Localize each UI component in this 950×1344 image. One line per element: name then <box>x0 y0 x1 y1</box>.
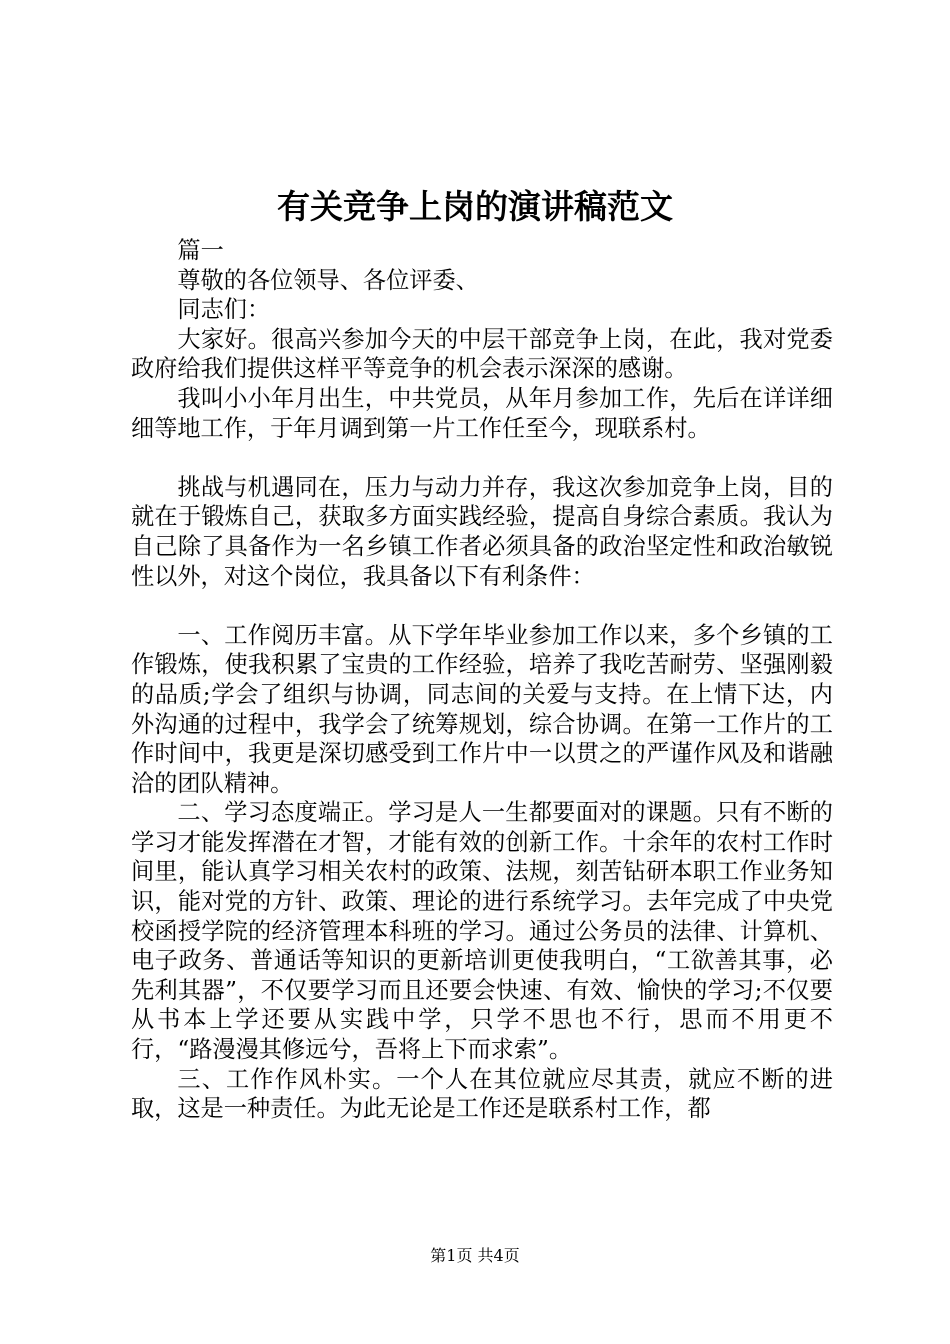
page-number-footer: 第1页 共4页 <box>430 1246 520 1265</box>
document-body <box>131 236 833 1124</box>
paragraph-motivation: 挑战与机遇同在，压力与动力并存，我这次参加竞争上岗，目的就在于锻炼自己，获取多方面实践经验，提高自身综合素质。我认为自己除了具备作为一名乡镇工作者必须具备的政治坚定性和政治敏锐性以外，对这个岗位，我具备以下有利条件： <box>131 473 833 590</box>
paragraph-introduction: 我叫小小年月出生，中共党员，从年月参加工作，先后在详详细细等地工作，于年月调到第一片工作任至今，现联系村。 <box>131 384 833 442</box>
section-label: 篇一 <box>177 237 224 264</box>
paragraph-spacer <box>131 591 833 621</box>
paragraph-greeting: 大家好。很高兴参加今天的中层干部竞争上岗，在此，我对党委政府给我们提供这样平等竞争的机会表示深深的感谢。 <box>131 325 833 383</box>
salutation-line: 尊敬的各位领导、各位评委、 <box>177 266 479 294</box>
document-title: 有关竞争上岗的演讲稿范文 <box>277 187 673 226</box>
paragraph-point-two: 二、学习态度端正。学习是人一生都要面对的课题。只有不断的学习才能发挥潜在才智，才能有效的创新工作。十余年的农村工作时间里，能认真学习相关农村的政策、法规，刻苦钻研本职工作业务知识，能对党的方针、政策、理论的进行系统学习。去年完成了中央党校函授学院的经济管理本科班的学习。通过公务员的法律、计算机、电子政务、普通话等知识的更新培训更使我明白，“工欲善其事，必先利其器”，不仅要学习而且还要会快速、有效、愉快的学习;不仅要从书本上学还要从实践中学，只学不思也不行，思而不用更不行，“路漫漫其修远兮，吾将上下而求索”。 <box>131 799 833 1064</box>
salutation-line: 同志们： <box>177 296 271 324</box>
paragraph-point-one: 一、工作阅历丰富。从下学年毕业参加工作以来，多个乡镇的工作锻炼，使我积累了宝贵的工作经验，培养了我吃苦耐劳、坚强刚毅的品质;学会了组织与协调，同志间的关爱与支持。在上情下达，内外沟通的过程中，我学会了统筹规划，综合协调。在第一工作片的工作时间中，我更是深切感受到工作片中一以贯之的严谨作风及和谐融洽的团队精神。 <box>131 621 833 797</box>
paragraph-point-three: 三、工作作风朴实。一个人在其位就应尽其责，就应不断的进取，这是一种责任。为此无论是工作还是联系村工作，都 <box>131 1065 833 1123</box>
paragraph-spacer <box>131 443 833 473</box>
